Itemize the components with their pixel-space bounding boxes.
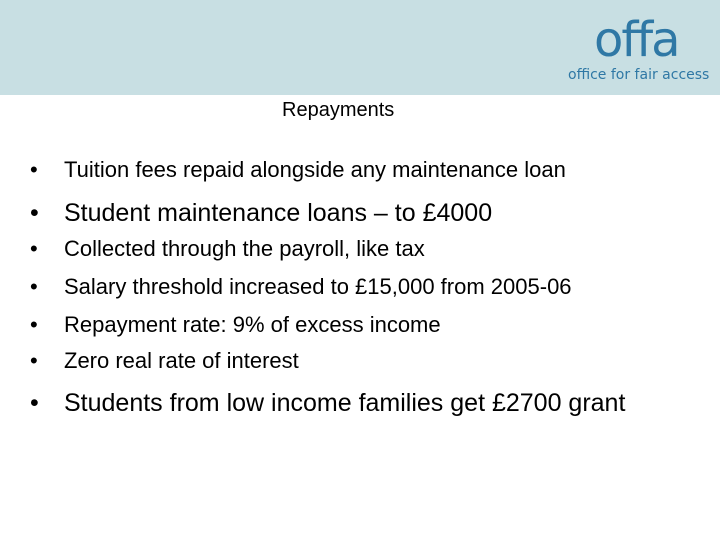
bullet-text: Students from low income families get £2700 grant	[64, 389, 626, 417]
bullet-text: Collected through the payroll, like tax	[64, 236, 425, 261]
bullet-marker: •	[30, 348, 38, 373]
bullet-marker: •	[30, 312, 38, 337]
slide-title: Repayments	[282, 99, 395, 121]
bullet-marker: •	[30, 236, 38, 261]
bullet-marker: •	[30, 274, 38, 299]
bullet-text: Student maintenance loans – to £4000	[64, 199, 493, 227]
bullet-marker: •	[30, 199, 39, 227]
bullet-text: Tuition fees repaid alongside any maintenance loan	[64, 157, 566, 182]
logo-mark: offa	[594, 12, 679, 68]
logo-tagline: office for fair access	[568, 67, 710, 83]
bullet-marker: •	[30, 157, 38, 182]
bullet-text: Zero real rate of interest	[64, 348, 299, 373]
bullet-text: Repayment rate: 9% of excess income	[64, 312, 441, 337]
bullet-text: Salary threshold increased to £15,000 from 2005-06	[64, 274, 572, 299]
offa-logo	[568, 14, 710, 84]
bullet-marker: •	[30, 389, 39, 417]
